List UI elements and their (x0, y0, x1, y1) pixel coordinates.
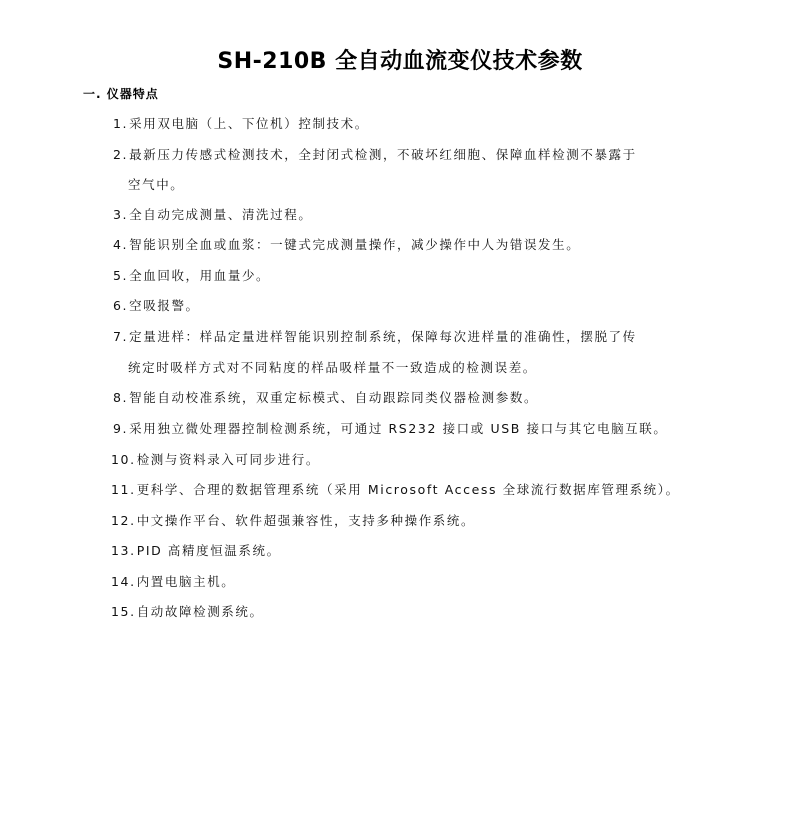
list-item (113, 147, 637, 163)
list-item (113, 390, 538, 406)
item-number: 14. (111, 574, 136, 589)
item-text: 智能识别全血或血浆：一键式完成测量操作，减少操作中人为错误发生。 (129, 237, 581, 252)
list-item (111, 482, 680, 498)
item-number: 1. (113, 116, 129, 131)
list-item (111, 513, 475, 529)
list-item (111, 543, 281, 559)
item-text: 智能自动校准系统，双重定标模式、自动跟踪同类仪器检测参数。 (129, 390, 539, 405)
item-number: 13. (111, 543, 136, 558)
item-number: 12. (111, 513, 136, 528)
item-number: 11. (111, 482, 136, 497)
item-number: 6. (113, 298, 129, 313)
item-text: 采用独立微处理器控制检测系统，可通过 RS232 接口或 USB 接口与其它电脑互联。 (129, 421, 668, 436)
list-item (111, 574, 235, 590)
list-item (113, 237, 580, 253)
item-text: 中文操作平台、软件超强兼容性，支持多种操作系统。 (136, 513, 476, 528)
list-item (113, 207, 312, 223)
section-heading: 一. 仪器特点 (83, 87, 159, 101)
item-text: 自动故障检测系统。 (136, 604, 264, 619)
item-number: 2. (113, 147, 129, 162)
list-item (113, 268, 270, 284)
item-text: 检测与资料录入可同步进行。 (136, 452, 320, 467)
item-number: 9. (113, 421, 129, 436)
item-number: 4. (113, 237, 129, 252)
list-item (113, 298, 200, 314)
item-text: 最新压力传感式检测技术，全封闭式检测，不破坏红细胞、保障血样检测不暴露于 (129, 147, 637, 162)
list-item (111, 452, 320, 468)
list-item (113, 421, 667, 437)
item-text: 内置电脑主机。 (136, 574, 236, 589)
item-number: 5. (113, 268, 129, 283)
item-text: 更科学、合理的数据管理系统（采用 Microsoft Access 全球流行数据库管理系统）。 (136, 482, 680, 497)
item-text: PID 高精度恒温系统。 (136, 543, 281, 558)
item-number: 15. (111, 604, 136, 619)
item-text: 空吸报警。 (129, 298, 200, 313)
list-item-continuation: 空气中。 (128, 177, 185, 192)
item-text: 全血回收，用血量少。 (129, 268, 271, 283)
item-number: 10. (111, 452, 136, 467)
item-text: 定量进样：样品定量进样智能识别控制系统，保障每次进样量的准确性，摆脱了传 (129, 329, 637, 344)
list-item (113, 329, 637, 345)
item-text: 采用双电脑（上、下位机）控制技术。 (129, 116, 369, 131)
list-item-continuation: 统定时吸样方式对不同粘度的样品吸样量不一致造成的检测误差。 (128, 360, 537, 375)
item-number: 7. (113, 329, 129, 344)
list-item (113, 116, 369, 132)
item-number: 3. (113, 207, 129, 222)
item-text: 全自动完成测量、清洗过程。 (129, 207, 313, 222)
item-number: 8. (113, 390, 129, 405)
page-title: SH-210B 全自动血流变仪技术参数 (217, 49, 583, 74)
list-item (111, 604, 264, 620)
